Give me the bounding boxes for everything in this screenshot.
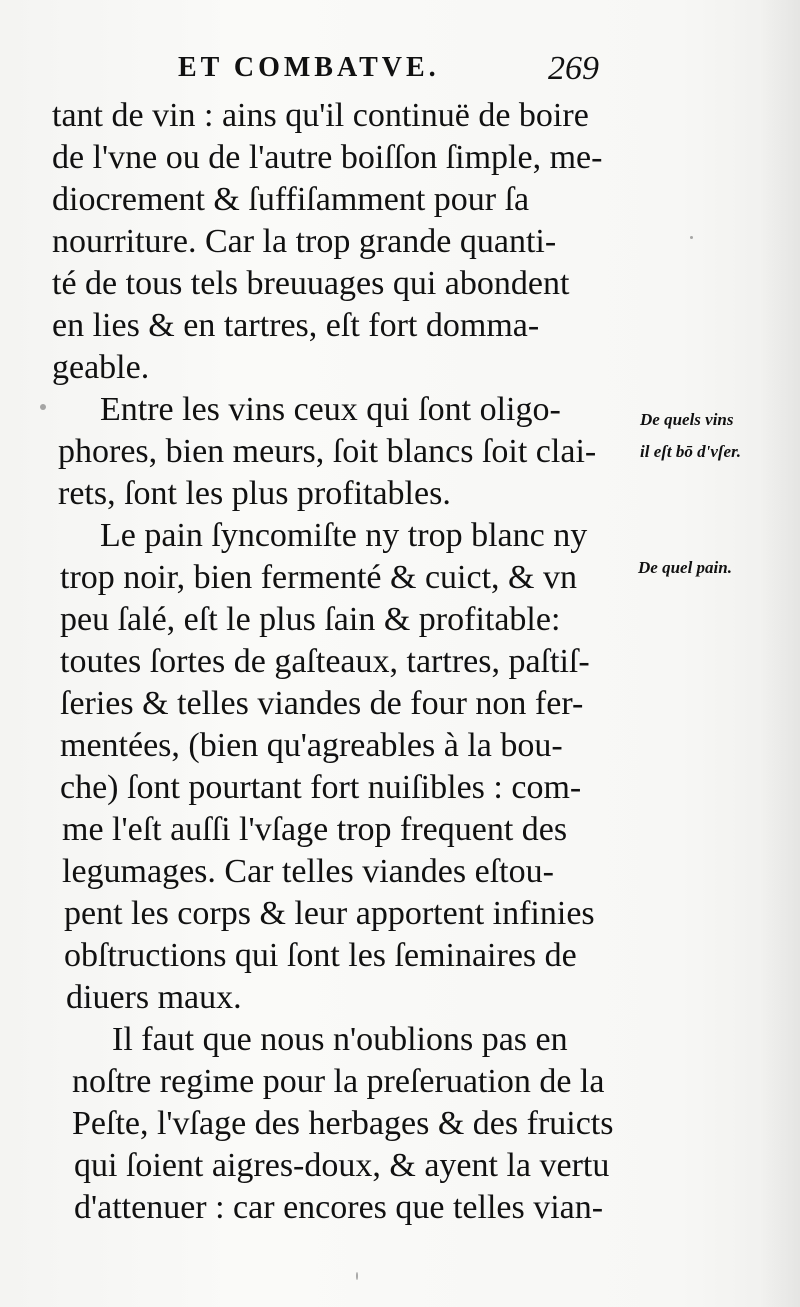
text-line: mentées, (bien qu'agreables à la bou- bbox=[60, 727, 563, 764]
ink-speck bbox=[40, 404, 46, 410]
text-line: qui ſoient aigres-doux, & ayent la vertu bbox=[74, 1147, 610, 1184]
text-line: phores, bien meurs, ſoit blancs ſoit clai- bbox=[58, 433, 597, 470]
text-line: diocrement & ſuffiſamment pour ſa bbox=[52, 181, 530, 218]
text-line: che) ſont pourtant fort nuiſibles : com- bbox=[60, 769, 582, 806]
text-line: me l'eſt auſſi l'vſage trop frequent des bbox=[62, 811, 568, 848]
text-line: rets, ſont les plus profitables. bbox=[58, 475, 451, 512]
margin-note: De quels vins bbox=[640, 410, 734, 429]
paragraph-start-line: Il faut que nous n'oublions pas en bbox=[112, 1021, 568, 1058]
text-line: té de tous tels breuuages qui abondent bbox=[52, 265, 570, 302]
text-line: ſeries & telles viandes de four non fer- bbox=[60, 685, 584, 722]
text-line: tant de vin : ains qu'il continuë de boire bbox=[52, 97, 589, 134]
text-line: Peſte, l'vſage des herbages & des fruicts bbox=[72, 1105, 614, 1142]
text-line: peu ſalé, eſt le plus ſain & profitable: bbox=[60, 601, 561, 638]
text-line: diuers maux. bbox=[66, 979, 242, 1016]
paragraph-start-line: Le pain ſyncomiſte ny trop blanc ny bbox=[100, 517, 588, 554]
text-line: en lies & en tartres, eſt fort domma- bbox=[52, 307, 540, 344]
text-line: geable. bbox=[52, 349, 150, 386]
ink-speck bbox=[690, 236, 693, 239]
ink-speck bbox=[356, 1272, 358, 1280]
text-line: noſtre regime pour la preſeruation de la bbox=[72, 1063, 605, 1100]
margin-note: il eſt bō d'vſer. bbox=[640, 442, 742, 461]
text-line: nourriture. Car la trop grande quanti- bbox=[52, 223, 557, 260]
text-line: pent les corps & leur apportent infinies bbox=[64, 895, 595, 932]
text-line: trop noir, bien fermenté & cuict, & vn bbox=[60, 559, 577, 596]
text-line: toutes ſortes de gaſteaux, tartres, paſtiſ- bbox=[60, 643, 590, 680]
text-line: legumages. Car telles viandes eſtou- bbox=[62, 853, 554, 890]
running-head: ET COMBATVE. bbox=[178, 52, 440, 83]
text-line: d'attenuer : car encores que telles vian- bbox=[74, 1189, 604, 1226]
margin-note: De quel pain. bbox=[638, 558, 732, 577]
paragraph-start-line: Entre les vins ceux qui ſont oligo- bbox=[100, 391, 561, 428]
text-line: de l'vne ou de l'autre boiſſon ſimple, me- bbox=[52, 139, 603, 176]
text-line: obſtructions qui ſont les ſeminaires de bbox=[64, 937, 577, 974]
page-number: 269 bbox=[548, 50, 599, 87]
